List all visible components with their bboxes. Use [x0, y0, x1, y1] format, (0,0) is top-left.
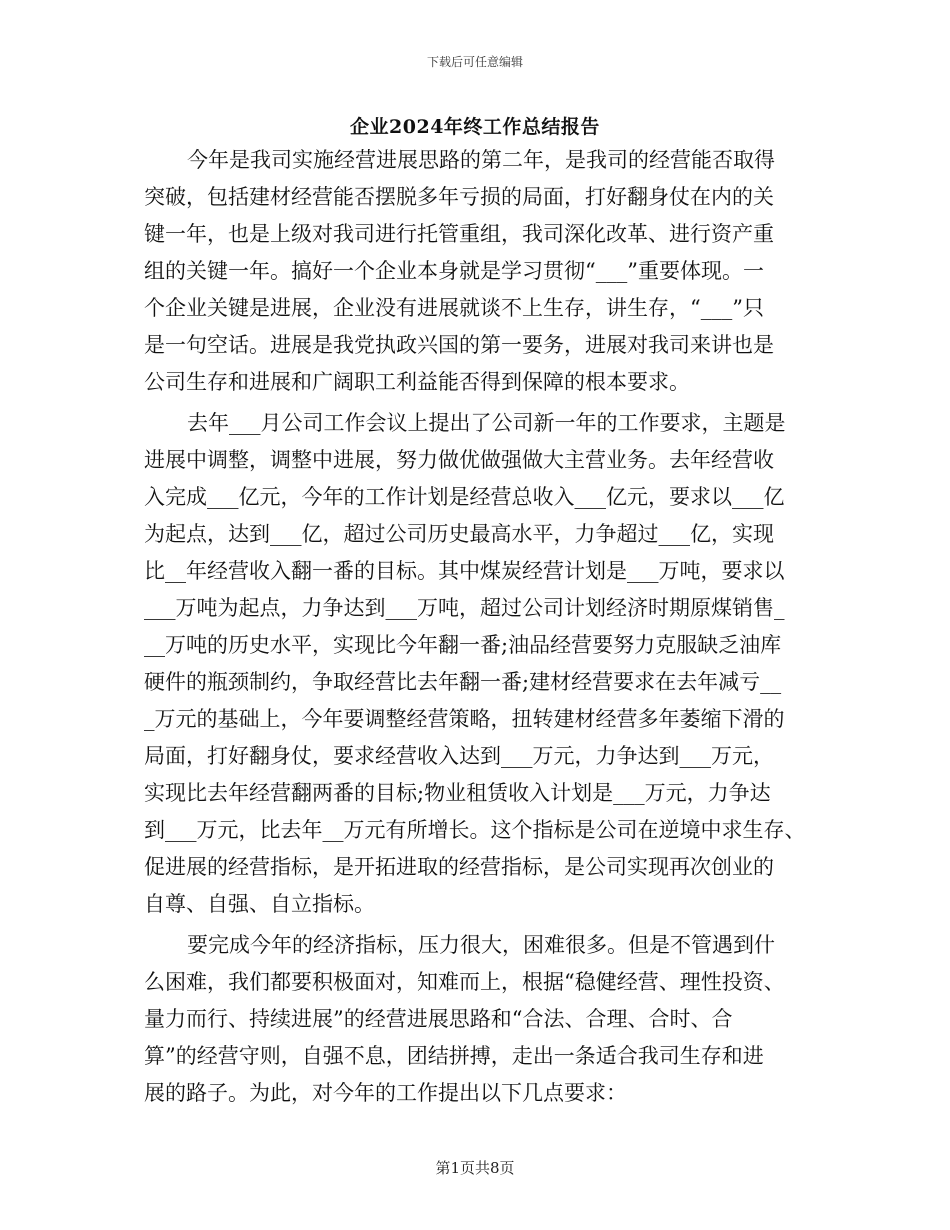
text-line: 局面，打好翻身仗，要求经营收入达到___万元，力争达到___万元， [144, 744, 774, 768]
text-line: 么困难，我们都要积极面对，知难而上，根据“稳健经营、理性投资、 [144, 970, 785, 994]
text-line: 去年___月公司工作会议上提出了公司新一年的工作要求，主题是 [187, 411, 786, 435]
text-line: 展的路子。为此，对今年的工作提出以下几点要求： [144, 1081, 627, 1105]
page-footer: 第1页共8页 [435, 1159, 515, 1177]
text-line: _万元的基础上，今年要调整经营策略，扭转建材经营多年萎缩下滑的 [144, 707, 785, 731]
text-line: 实现比去年经营翻两番的目标;物业租赁收入计划是___万元，力争达 [144, 781, 771, 805]
text-line: 公司生存和进展和广阔职工利益能否得到保障的根本要求。 [144, 370, 690, 394]
text-line: 算”的经营守则，自强不息，团结拼搏，走出一条适合我司生存和进 [144, 1044, 764, 1068]
text-line: 比__年经营收入翻一番的目标。其中煤炭经营计划是___万吨，要求以 [144, 559, 785, 583]
text-line: 是一句空话。进展是我党执政兴国的第一要务，进展对我司来讲也是 [144, 333, 774, 357]
page-header: 下载后可任意编辑 [426, 55, 523, 69]
text-line: 组的关键一年。搞好一个企业本身就是学习贯彻“___”重要体现。一 [144, 259, 764, 283]
document-title: 企业2024年终工作总结报告 [350, 116, 600, 138]
text-line: 键一年，也是上级对我司进行托管重组，我司深化改革、进行资产重 [144, 222, 774, 246]
text-line: ___万吨为起点，力争达到___万吨，超过公司计划经济时期原煤销售_ [144, 596, 785, 620]
text-line: 入完成___亿元，今年的工作计划是经营总收入___亿元，要求以___亿 [144, 485, 785, 509]
text-line: 促进展的经营指标，是开拓进取的经营指标，是公司实现再次创业的 [144, 855, 774, 879]
text-line: 到___万元，比去年__万元有所增长。这个指标是公司在逆境中求生存、 [144, 818, 806, 842]
text-line: 硬件的瓶颈制约，争取经营比去年翻一番;建材经营要求在去年减亏__ [144, 670, 782, 694]
text-line: 今年是我司实施经营进展思路的第二年，是我司的经营能否取得 [187, 148, 775, 172]
text-line: 自尊、自强、自立指标。 [144, 892, 375, 916]
text-line: 要完成今年的经济指标，压力很大，困难很多。但是不管遇到什 [187, 933, 775, 957]
text-line: 量力而行、持续进展”的经营进展思路和“合法、合理、合时、合 [144, 1007, 733, 1031]
text-line: 进展中调整，调整中进展，努力做优做强做大主营业务。去年经营收 [144, 448, 774, 472]
text-line: 个企业关键是进展，企业没有进展就谈不上生存，讲生存，“___”只 [144, 296, 764, 320]
text-line: 突破，包括建材经营能否摆脱多年亏损的局面，打好翻身仗在内的关 [144, 185, 774, 209]
text-line: 为起点，达到___亿，超过公司历史最高水平，力争超过___亿，实现 [144, 522, 774, 546]
text-line: __万吨的历史水平，实现比今年翻一番;油品经营要努力克服缺乏油库 [144, 633, 782, 657]
